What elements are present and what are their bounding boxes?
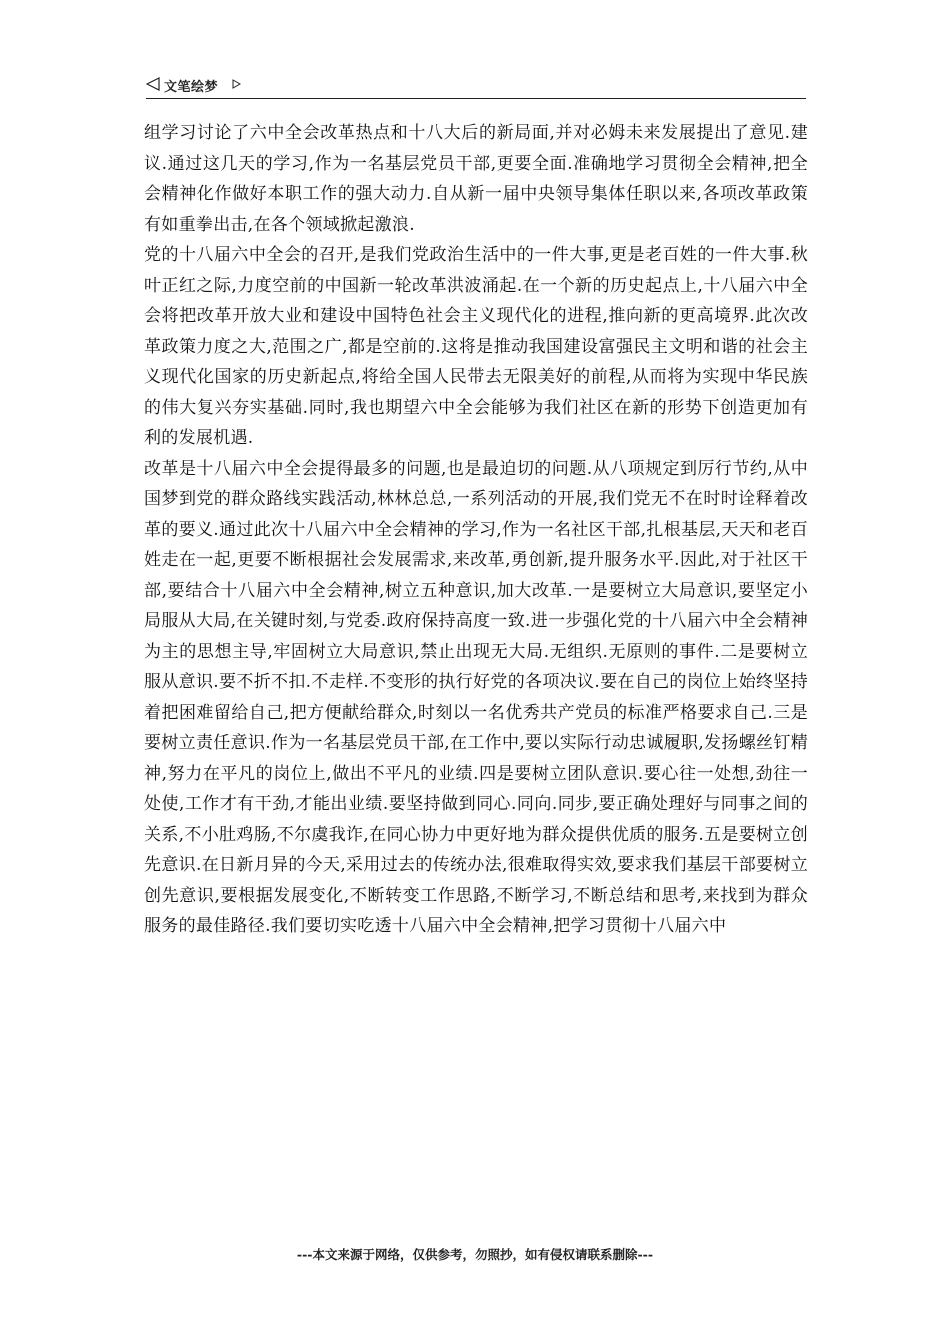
paragraph-1: 组学习讨论了六中全会改革热点和十八大后的新局面,并对必姆未来发展提出了意见.建议.通过这几天的学习,作为一名基层党员干部,更要全面.准确地学习贯彻全会精神,把全会精神化作做好本职工作的强大动力.自从新一届中央领导集体任职以来,各项改革政策有如重拳出击,在各个领域掀起激浪. <box>144 123 808 235</box>
header-title: 文笔绘梦 <box>164 80 219 95</box>
right-triangle-icon <box>232 79 241 89</box>
document-body <box>144 118 808 942</box>
paragraph-3: 改革是十八届六中全会提得最多的问题,也是最迫切的问题.从八项规定到厉行节约,从中国梦到党的群众路线实践活动,林林总总,一系列活动的开展,我们党无不在时时诠释着改革的要义.通过此次十八届六中全会精神的学习,作为一名社区干部,扎根基层,天天和老百姓走在一起,更要不断根据社会发展需求,来改革,勇创新,提升服务水平.因此,对于社区干部,要结合十八届六中全会精神,树立五种意识,加大改革.一是要树立大局意识,要坚定小局服从大局,在关键时刻,与党委.政府保持高度一致.进一步强化党的十八届六中全会精神为主的思想主导,牢固树立大局意识,禁止出现无大局.无组织.无原则的事件.二是要树立服从意识.要不折不扣.不走样.不变形的执行好党的各项决议.要在自己的岗位上始终坚持着把困难留给自己,把方便献给群众,时刻以一名优秀共产党员的标准严格要求自己.三是要树立责任意识.作为一名基层党员干部,在工作中,要以实际行动忠诚履职,发扬螺丝钉精神,努力在平凡的岗位上,做出不平凡的业绩.四是要树立团队意识.要心往一处想,劲往一处使,工作才有干劲,才能出业绩.要坚持做到同心.同向.同步,要正确处理好与同事之间的关系,不小肚鸡肠,不尔虞我诈,在同心协力中更好地为群众提供优质的服务.五是要树立创先意识.在日新月异的今天,采用过去的传统办法,很难取得实效,要求我们基层干部要树立创先意识,要根据发展变化,不断转变工作思路,不断学习,不断总结和思考,来找到为群众服务的最佳路径.我们要切实吃透十八届六中全会精神,把学习贯彻十八届六中 <box>144 458 808 936</box>
page-header <box>146 74 806 99</box>
paragraph-2: 党的十八届六中全会的召开,是我们党政治生活中的一件大事,更是老百姓的一件大事.秋叶正红之际,力度空前的中国新一轮改革洪波涌起.在一个新的历史起点上,十八届六中全会将把改革开放大业和建设中国特色社会主义现代化的进程,推向新的更高境界.此次改革政策力度之大,范围之广,都是空前的.这将是推动我国建设富强民主文明和谐的社会主义现代化国家的历史新起点,将给全国人民带去无限美好的前程,从而将为实现中华民族的伟大复兴夯实基础.同时,我也期望六中全会能够为我们社区在新的形势下创造更加有利的发展机遇. <box>144 245 808 448</box>
footer-notice: ---本文来源于网络，仅供参考，勿照抄，如有侵权请联系删除--- <box>296 1247 654 1262</box>
left-triangle-icon <box>146 77 160 91</box>
